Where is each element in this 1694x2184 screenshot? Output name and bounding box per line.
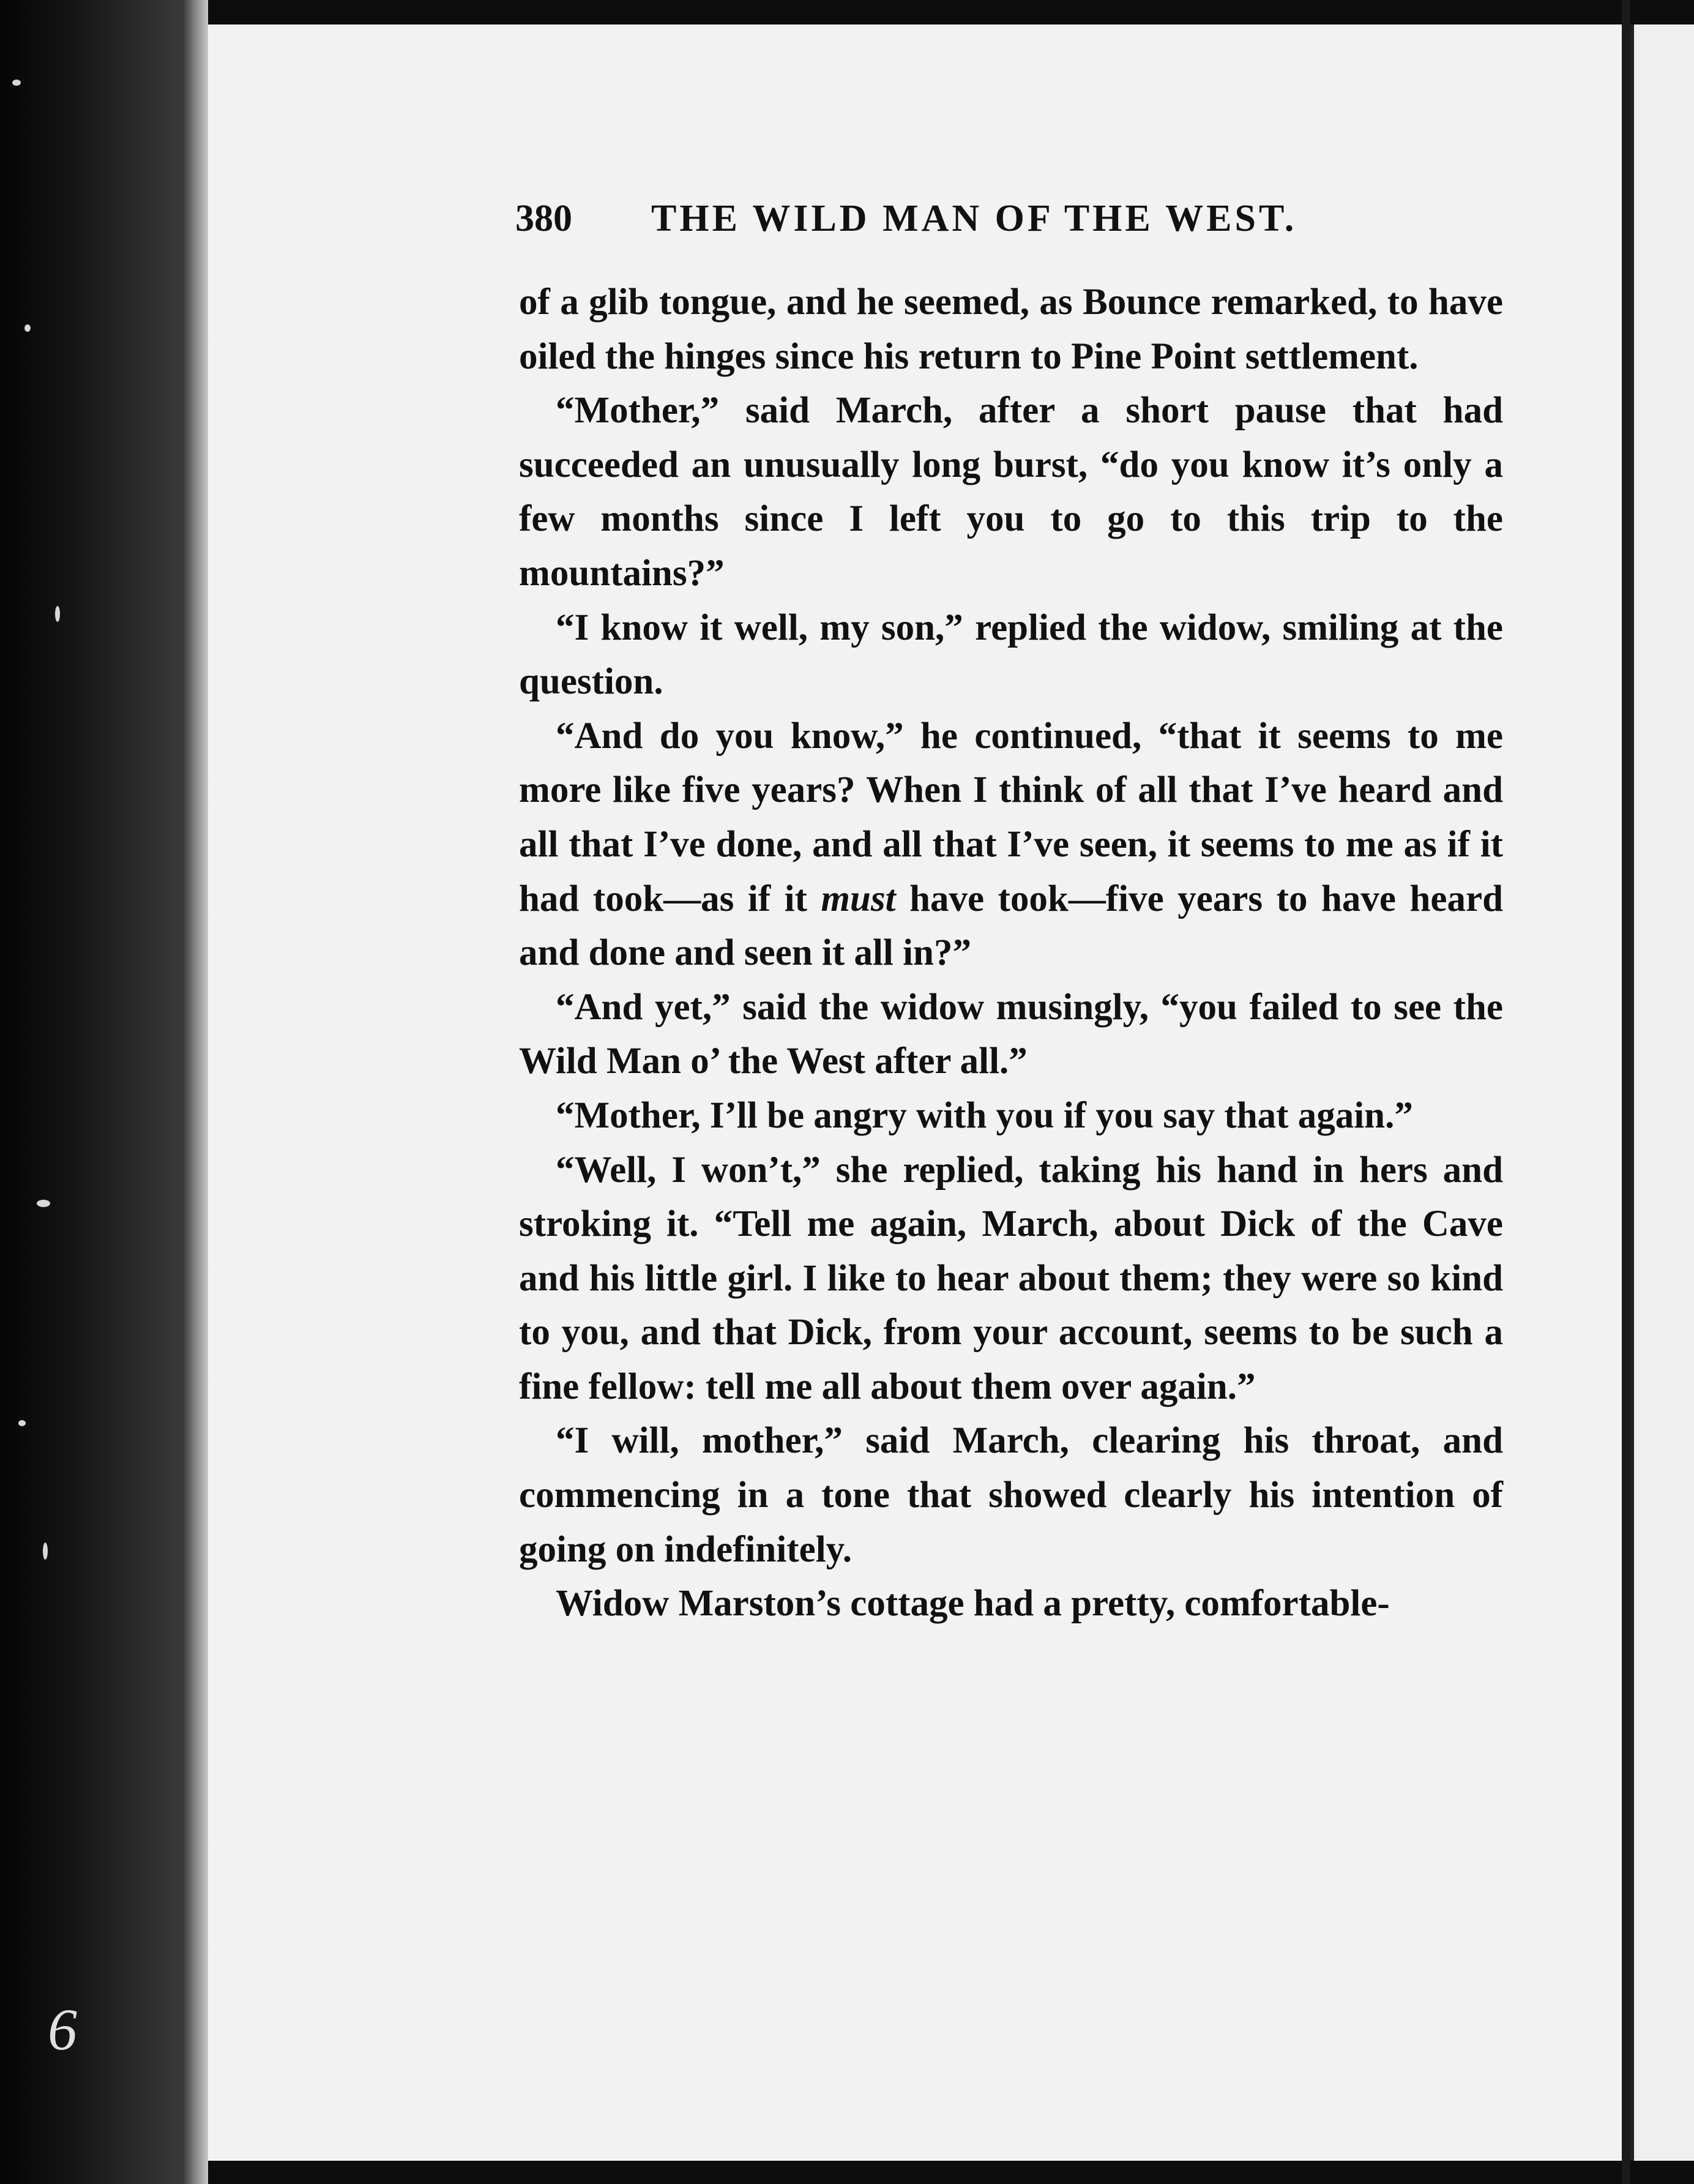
dust-speck xyxy=(55,606,60,622)
paragraph xyxy=(519,275,1503,384)
running-title: THE WILD MAN OF THE WEST. xyxy=(651,198,1297,239)
margin-handwritten-mark: 6 xyxy=(48,1997,77,2062)
dust-speck xyxy=(12,80,21,86)
paragraph-text: “Mother,” said March, after a short pause that had succeeded an unusually long burst, “do you know it’s only a few months since I left you to go to this trip to the mountains?” xyxy=(519,390,1503,594)
paragraph-text: “And yet,” said the widow musingly, “you failed to see the Wild Man o’ the West after all.” xyxy=(519,986,1503,1082)
paragraph xyxy=(519,1143,1503,1415)
paragraph xyxy=(519,981,1503,1089)
book-spine xyxy=(184,0,208,2184)
paragraph xyxy=(519,1414,1503,1577)
paragraph-text: have took—five years to have heard and done and seen it all in?” xyxy=(519,878,1504,974)
dust-speck xyxy=(43,1543,48,1560)
running-header xyxy=(515,197,1360,252)
facing-page-edge xyxy=(1630,24,1694,2161)
dust-speck xyxy=(37,1200,50,1207)
scan-background-left xyxy=(0,0,184,2184)
paragraph xyxy=(519,601,1503,709)
page-number: 380 xyxy=(515,198,572,239)
paragraph xyxy=(519,1577,1503,1631)
paragraph-text: of a glib tongue, and he seemed, as Bounce remarked, to have oiled the hinges since his return to Pine Point settlement. xyxy=(519,282,1503,377)
paragraph-text: “I will, mother,” said March, clearing his throat, and commencing in a tone that showed clearly his intention of going on indefinitely. xyxy=(519,1420,1503,1570)
italic-text: must xyxy=(821,878,896,919)
paragraph-text: “Well, I won’t,” she replied, taking his hand in hers and stroking it. “Tell me again, March, about Dick of the Cave and his little girl. I like to hear about them; they were so kind to you, and that Dick, from your account, seems to be such a fine fellow: tell me all about them over again.” xyxy=(519,1149,1503,1407)
page-edge-shadow xyxy=(1622,0,1630,2184)
paragraph-text: “And do you know,” he continued, “that it seems to me more like five years? When I think of all that I’ve heard and all that I’ve done, and all that I’ve seen, it seems to me as if it had took—as if it xyxy=(519,715,1503,919)
paragraph xyxy=(519,384,1503,600)
dust-speck xyxy=(18,1420,26,1426)
paragraph-text: “Mother, I’ll be angry with you if you say that again.” xyxy=(556,1094,1413,1136)
dust-speck xyxy=(24,324,31,332)
paragraph xyxy=(519,709,1503,981)
paragraph xyxy=(519,1089,1503,1143)
paragraph-text: Widow Marston’s cottage had a pretty, comfortable- xyxy=(556,1583,1390,1625)
body-text xyxy=(519,275,1503,1631)
paragraph-text: “I know it well, my son,” replied the widow, smiling at the question. xyxy=(519,607,1503,703)
